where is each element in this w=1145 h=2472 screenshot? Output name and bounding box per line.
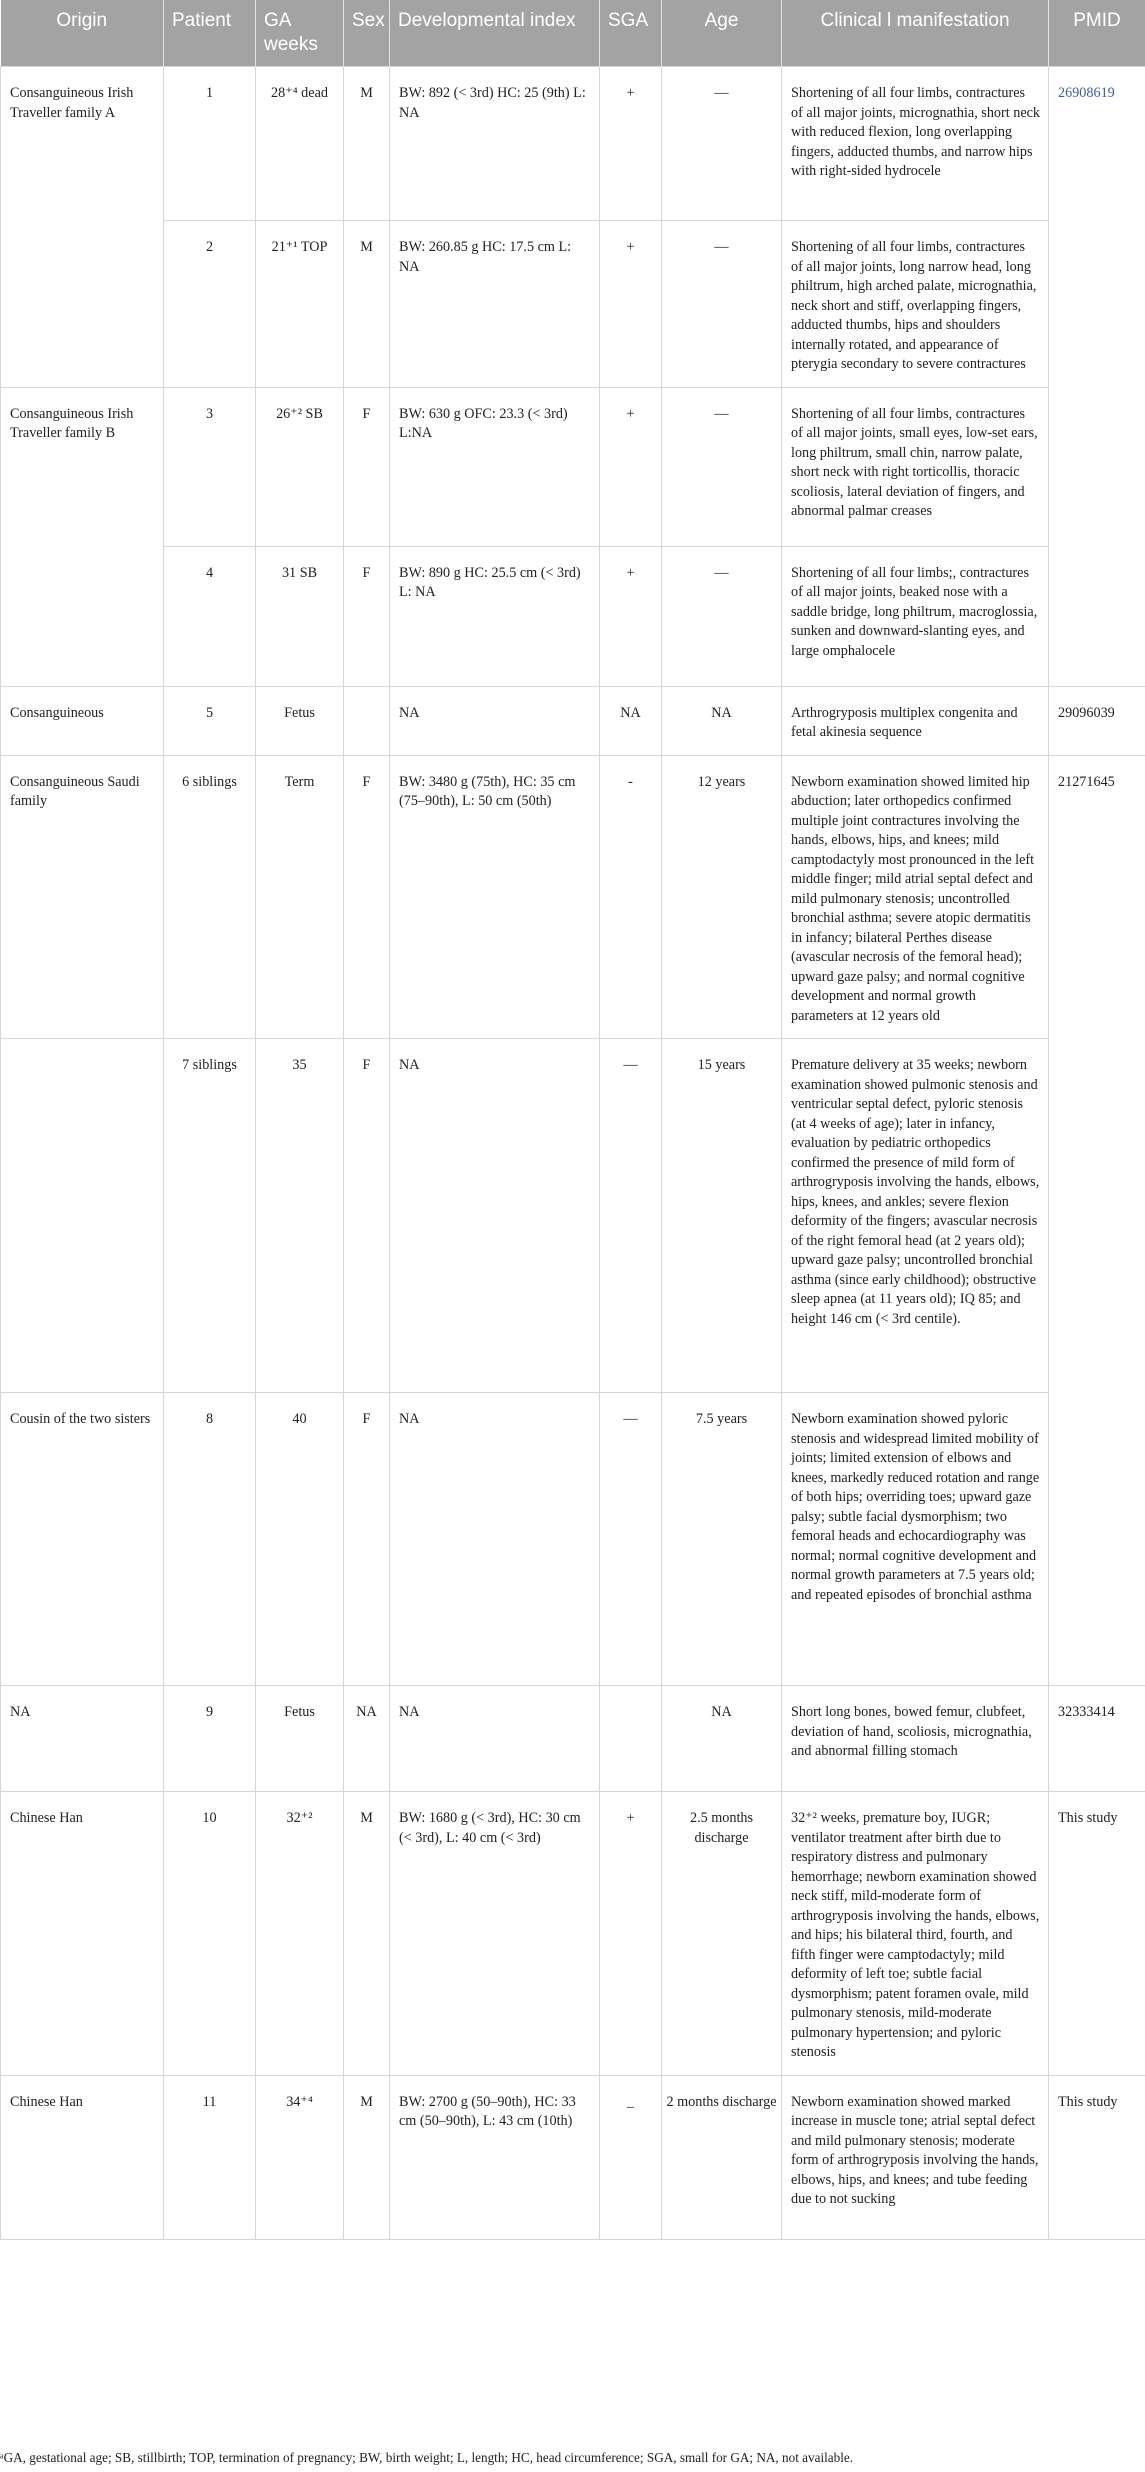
table-row (1, 1039, 1145, 1393)
table-row (1, 546, 1145, 686)
patient-cell: 6 siblings (164, 755, 256, 1039)
table-row (1, 686, 1145, 755)
sga-cell: - (600, 755, 662, 1039)
dev-index-cell: BW: 892 (< 3rd) HC: 25 (9th) L: NA (390, 67, 600, 221)
sga-cell: + (600, 387, 662, 546)
sga-cell: + (600, 546, 662, 686)
clinical-cell: Short long bones, bowed femur, clubfeet, deviation of hand, scoliosis, micrognathia, and abnormal filling stomach (782, 1686, 1049, 1792)
pmid-link[interactable]: 26908619 (1058, 85, 1115, 101)
patient-cell: 1 (164, 67, 256, 221)
patient-cell: 10 (164, 1792, 256, 2076)
sga-cell: — (600, 1039, 662, 1393)
dev-index-cell: BW: 1680 g (< 3rd), HC: 30 cm (< 3rd), L: 40 cm (< 3rd) (390, 1792, 600, 2076)
origin-cell: Consanguineous Saudi family (1, 755, 164, 1039)
age-cell: 7.5 years (662, 1393, 782, 1686)
ga-cell: 31 SB (256, 546, 344, 686)
sga-cell: — (600, 1393, 662, 1686)
table-row (1, 221, 1145, 388)
dev-index-cell: NA (390, 1039, 600, 1393)
origin-cell (1, 1039, 164, 1393)
ga-cell: 35 (256, 1039, 344, 1393)
ga-cell: 21⁺¹ TOP (256, 221, 344, 388)
clinical-cell: Newborn examination showed limited hip abduction; later orthopedics confirmed multiple joint contractures involving the hands, elbows, hips, and knees; mild camptodactyly most pronounced in the left middle finger; mild atrial septal defect and mild pulmonary stenosis; uncontrolled bronchial asthma; severe atopic dermatitis in infancy; bilateral Perthes disease (avascular necrosis of the femoral head); upward gaze palsy; and normal cognitive development and normal growth parameters at 12 years old (782, 755, 1049, 1039)
clinical-cell: 32⁺² weeks, premature boy, IUGR; ventilator treatment after birth due to respiratory distress and pulmonary hemorrhage; newborn examination showed neck stiff, mild-moderate form of arthrogryposis involving the hands, elbows, and hips; his bilateral third, fourth, and fifth finger were camptodactyly; mild deformity of left toe; subtle facial dysmorphism; patent foramen ovale, mild pulmonary stenosis, mild-moderate pulmonary hypertension; and pyloric stenosis (782, 1792, 1049, 2076)
dev-index-cell: NA (390, 1686, 600, 1792)
origin-cell: Consanguineous Irish Traveller family A (1, 67, 164, 388)
header-age: Age (662, 0, 782, 67)
patient-cell: 5 (164, 686, 256, 755)
pmid-cell: 32333414 (1049, 1686, 1145, 1792)
origin-cell: Cousin of the two sisters (1, 1393, 164, 1686)
clinical-cell: Shortening of all four limbs, contractures of all major joints, micrognathia, short neck with reduced flexion, long overlapping fingers, adducted thumbs, and narrow hips with right-sided hydrocele (782, 67, 1049, 221)
sga-cell: _ (600, 2075, 662, 2239)
dev-index-cell: BW: 630 g OFC: 23.3 (< 3rd) L:NA (390, 387, 600, 546)
header-clinical-manifestation: Clinical l manifestation (782, 0, 1049, 67)
table-footnote: ᵃGA, gestational age; SB, stillbirth; TOP, termination of pregnancy; BW, birth weight; L, length; HC, head circumference; SGA, small for GA; NA, not available. (0, 2450, 854, 2465)
pmid-cell: This study (1049, 2075, 1145, 2239)
age-cell: — (662, 546, 782, 686)
sex-cell: F (344, 546, 390, 686)
sex-cell: F (344, 1393, 390, 1686)
dev-index-cell: BW: 260.85 g HC: 17.5 cm L: NA (390, 221, 600, 388)
patient-cell: 8 (164, 1393, 256, 1686)
sga-cell: + (600, 221, 662, 388)
age-cell: — (662, 387, 782, 546)
header-patient: Patient (164, 0, 256, 67)
sga-cell: + (600, 67, 662, 221)
dev-index-cell: BW: 890 g HC: 25.5 cm (< 3rd) L: NA (390, 546, 600, 686)
age-cell: 15 years (662, 1039, 782, 1393)
sex-cell: M (344, 1792, 390, 2076)
header-ga-weeks: GA weeks (256, 0, 344, 67)
table-row (1, 1686, 1145, 1792)
ga-cell: 32⁺² (256, 1792, 344, 2076)
sex-cell: F (344, 755, 390, 1039)
clinical-cell: Shortening of all four limbs, contractures of all major joints, long narrow head, long philtrum, high arched palate, micrognathia, neck short and stiff, overlapping fingers, adducted thumbs, hips and shoulders internally rotated, and appearance of pterygia secondary to severe contractures (782, 221, 1049, 388)
pmid-cell (1049, 67, 1145, 687)
dev-index-cell: BW: 2700 g (50–90th), HC: 33 cm (50–90th), L: 43 cm (10th) (390, 2075, 600, 2239)
header-developmental-index: Developmental index (390, 0, 600, 67)
sga-cell: + (600, 1792, 662, 2076)
sex-cell (344, 686, 390, 755)
dev-index-cell: NA (390, 1393, 600, 1686)
header-origin: Origin (1, 0, 164, 67)
age-cell: — (662, 67, 782, 221)
clinical-cell: Shortening of all four limbs, contractures of all major joints, small eyes, low-set ears, long philtrum, small chin, narrow palate, short neck with right torticollis, thoracic scoliosis, lateral deviation of fingers, and abnormal palmar creases (782, 387, 1049, 546)
header-pmid: PMID (1049, 0, 1145, 67)
table-row (1, 387, 1145, 546)
age-cell: NA (662, 686, 782, 755)
header-sga: SGA (600, 0, 662, 67)
ga-cell: 26⁺² SB (256, 387, 344, 546)
origin-cell: Consanguineous Irish Traveller family B (1, 387, 164, 686)
origin-cell: Consanguineous (1, 686, 164, 755)
patient-cell: 11 (164, 2075, 256, 2239)
clinical-cell: Newborn examination showed pyloric stenosis and widespread limited mobility of joints; limited extension of elbows and knees, markedly reduced rotation and range of both hips; overriding toes; upward gaze palsy; subtle facial dysmorphism; two femoral heads and echocardiography was normal; normal cognitive development and normal growth parameters at 7.5 years old; and repeated episodes of bronchial asthma (782, 1393, 1049, 1686)
age-cell: — (662, 221, 782, 388)
sex-cell: F (344, 1039, 390, 1393)
table-row (1, 2075, 1145, 2239)
header-sex: Sex (344, 0, 390, 67)
sex-cell: M (344, 221, 390, 388)
ga-cell: Fetus (256, 686, 344, 755)
dev-index-cell: NA (390, 686, 600, 755)
ga-cell: 40 (256, 1393, 344, 1686)
sga-cell: NA (600, 686, 662, 755)
patient-cell: 2 (164, 221, 256, 388)
pmid-cell: This study (1049, 1792, 1145, 2076)
ga-cell: Fetus (256, 1686, 344, 1792)
ga-cell: 34⁺⁴ (256, 2075, 344, 2239)
age-cell: 2 months discharge (662, 2075, 782, 2239)
origin-cell: NA (1, 1686, 164, 1792)
origin-cell: Chinese Han (1, 1792, 164, 2076)
patient-cell: 9 (164, 1686, 256, 1792)
clinical-cell: Premature delivery at 35 weeks; newborn examination showed pulmonic stenosis and ventricular septal defect, pyloric stenosis (at 4 weeks of age); later in infancy, evaluation by pediatric orthopedics confirmed the presence of mild form of arthrogryposis involving the hands, elbows, hips, knees, and ankles; severe flexion deformity of the fingers; avascular necrosis of the right femoral head (at 2 years old); upward gaze palsy; uncontrolled bronchial asthma (since early childhood); obstructive sleep apnea (at 11 years old); IQ 85; and height 146 cm (< 3rd centile). (782, 1039, 1049, 1393)
pmid-cell: 21271645 (1049, 755, 1145, 1686)
table-row (1, 1792, 1145, 2076)
patient-cell: 7 siblings (164, 1039, 256, 1393)
patient-cell: 3 (164, 387, 256, 546)
patient-cell: 4 (164, 546, 256, 686)
table-row (1, 755, 1145, 1039)
sga-cell (600, 1686, 662, 1792)
age-cell: 12 years (662, 755, 782, 1039)
pmid-cell: 29096039 (1049, 686, 1145, 755)
origin-cell: Chinese Han (1, 2075, 164, 2239)
table-row (1, 67, 1145, 221)
table-header-row (1, 0, 1145, 67)
table-row (1, 1393, 1145, 1686)
sex-cell: M (344, 67, 390, 221)
clinical-cell: Shortening of all four limbs;, contractures of all major joints, beaked nose with a saddle bridge, long philtrum, macroglossia, sunken and downward-slanting eyes, and large omphalocele (782, 546, 1049, 686)
dev-index-cell: BW: 3480 g (75th), HC: 35 cm (75–90th), L: 50 cm (50th) (390, 755, 600, 1039)
sex-cell: M (344, 2075, 390, 2239)
ga-cell: Term (256, 755, 344, 1039)
age-cell: NA (662, 1686, 782, 1792)
clinical-cell: Arthrogryposis multiplex congenita and fetal akinesia sequence (782, 686, 1049, 755)
clinical-cell: Newborn examination showed marked increase in muscle tone; atrial septal defect and mild pulmonary stenosis; moderate form of arthrogryposis involving the hands, elbows, hips, and knees; and tube feeding due to not sucking (782, 2075, 1049, 2239)
sex-cell: NA (344, 1686, 390, 1792)
age-cell: 2.5 months discharge (662, 1792, 782, 2076)
sex-cell: F (344, 387, 390, 546)
ga-cell: 28⁺⁴ dead (256, 67, 344, 221)
